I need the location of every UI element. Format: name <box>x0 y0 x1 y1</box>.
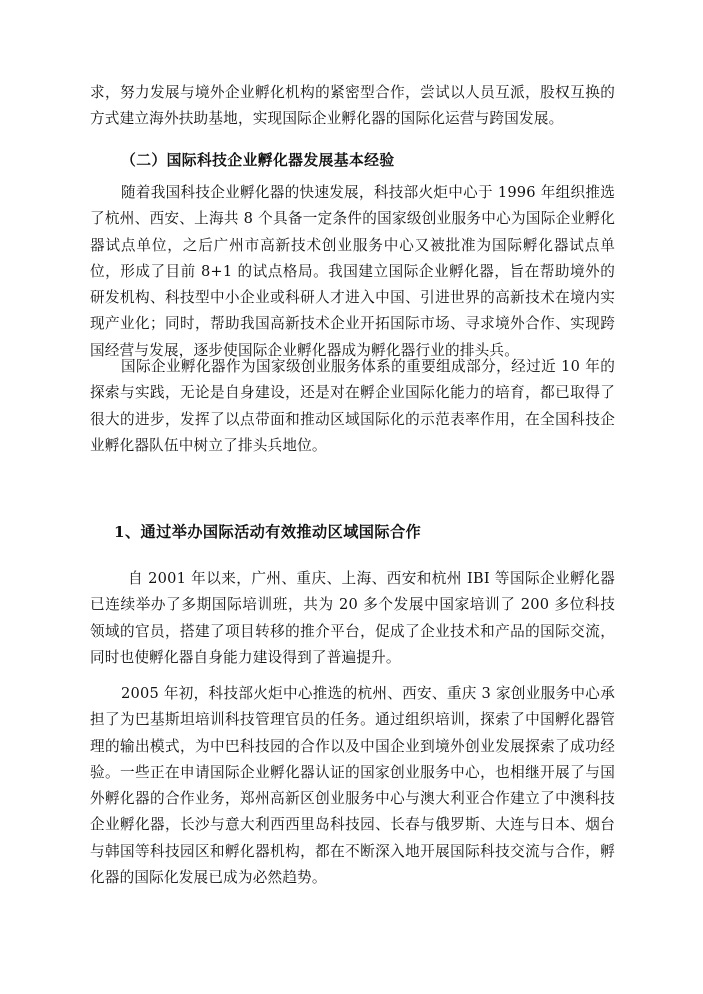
subheading: 1、通过举办国际活动有效推动区域国际合作 <box>114 523 422 541</box>
paragraph-continued: 求，努力发展与境外企业孵化机构的紧密型合作，尝试以人员互派，股权互换的方式建立海外扶助基地，实现国际企业孵化器的国际化运营与跨国发展。 <box>90 84 615 128</box>
paragraph-2005: 2005 年初，科技部火炬中心推选的杭州、西安、重庆 3 家创业服务中心承担了为巴基斯坦培训科技管理官员的任务。通过组织培训，探索了中国孵化器管理的输出模式，为中巴科技园的合作以及中国企业到境外创业发展探索了成功经验。一些正在申请国际企业孵化器认证的国家创业服务中心，也相继开展了与国外孵化器的合作业务，郑州高新区创业服务中心与澳大利亚合作建立了中澳科技企业孵化器，长沙与意大利西西里岛科技园、长春与俄罗斯、大连与日本、烟台与韩国等科技园区和孵化器机构，都在不断深入地开展国际科技交流与合作，孵化器的国际化发展已成为必然趋势。 <box>90 685 615 887</box>
paragraph-training: 自 2001 年以来，广州、重庆、上海、西安和杭州 IBI 等国际企业孵化器已连续举办了多期国际培训班，共为 20 多个发展中国家培训了 200 多位科技领域的官员，搭建了项目转移的推介平台，促成了企业技术和产品的国际交流，同时也使孵化器自身能力建设得到了普遍提升。 <box>90 570 615 666</box>
paragraph-role: 国际企业孵化器作为国家级创业服务体系的重要组成部分，经过近 10 年的探索与实践，无论是自身建设，还是对在孵企业国际化能力的培育，都已取得了很大的进步，发挥了以点带面和推动区域国际化的示范表率作用，在全国科技企业孵化器队伍中树立了排头兵地位。 <box>90 358 615 454</box>
section-heading: （二）国际科技企业孵化器发展基本经验 <box>121 152 395 169</box>
paragraph-development: 随着我国科技企业孵化器的快速发展，科技部火炬中心于 1996 年组织推选了杭州、西安、上海共 8 个具备一定条件的国家级创业服务中心为国际企业孵化器试点单位，之后广州市高新技术创业服务中心又被批准为国际孵化器试点单位，形成了目前 8+1 的试点格局。我国建立国际企业孵化器，旨在帮助境外的研发机构、科技型中小企业或科研人才进入中国、引进世界的高新技术在境内实现产业化；同时，帮助我国高新技术企业开拓国际市场、寻求境外合作、实现跨国经营与发展，逐步使国际企业孵化器成为孵化器行业的排头兵。 <box>90 184 615 359</box>
